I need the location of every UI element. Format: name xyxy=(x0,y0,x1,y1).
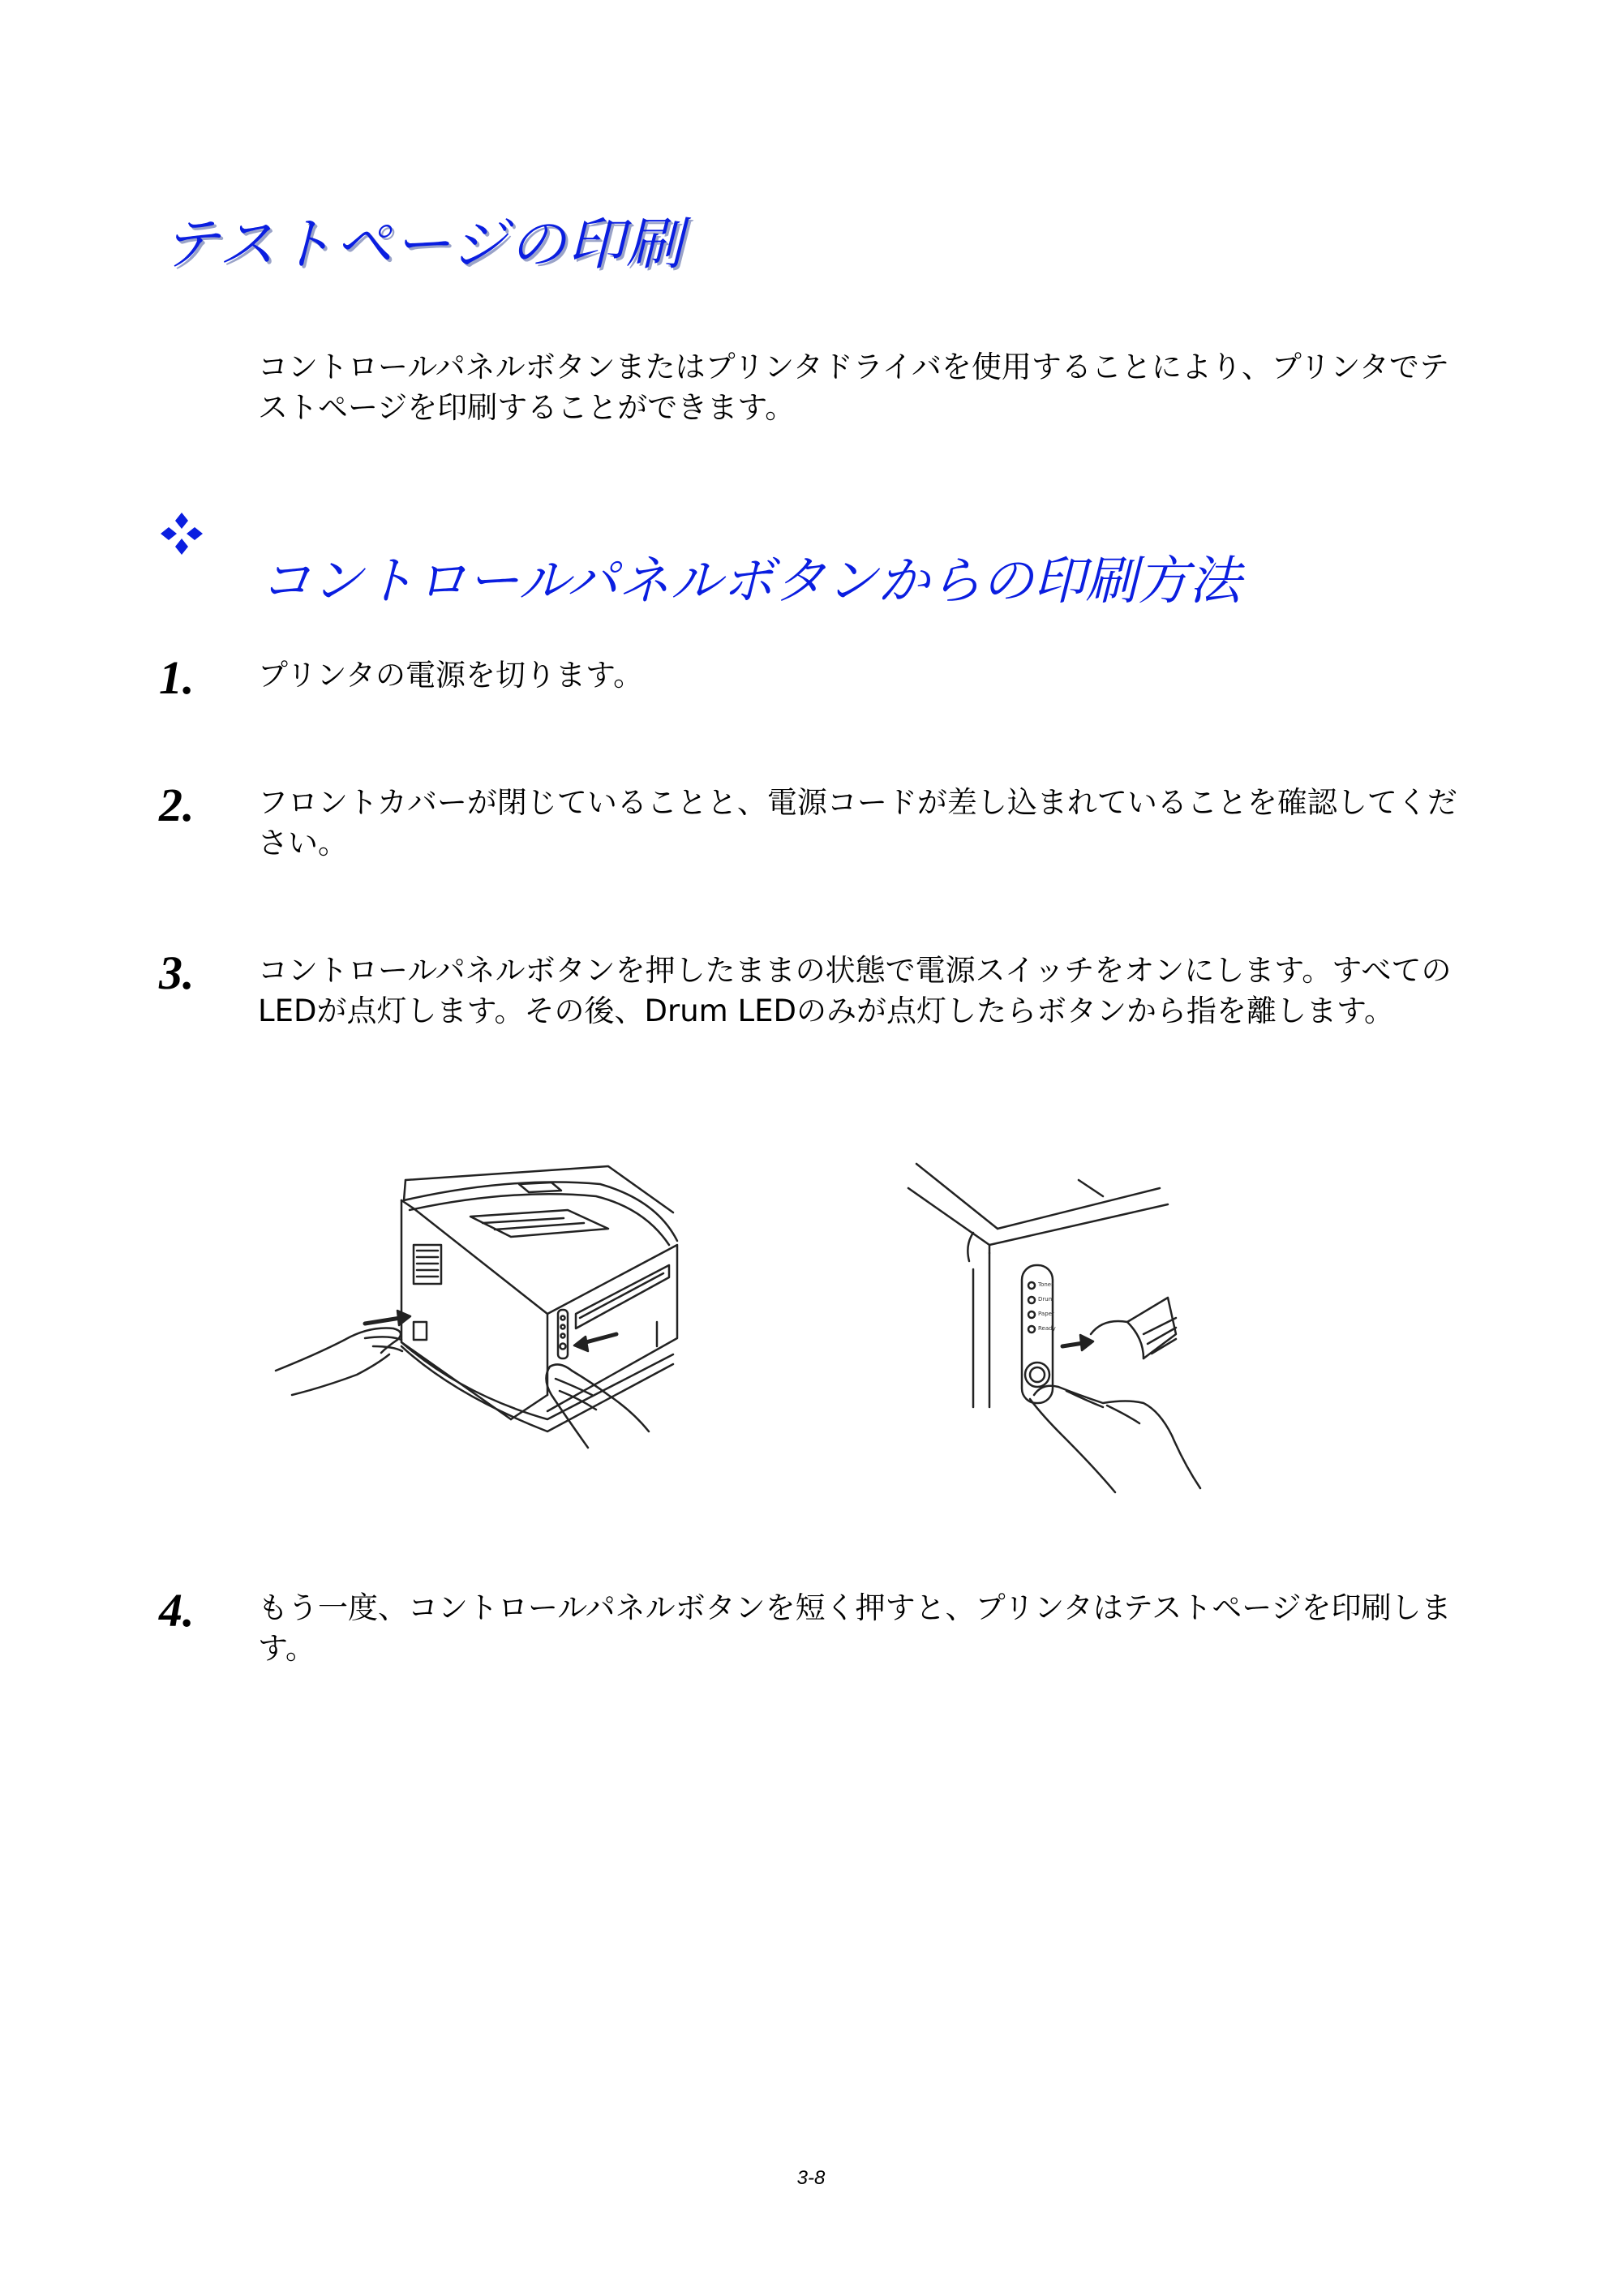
svg-text:Paper: Paper xyxy=(1038,1311,1054,1317)
svg-text:Ready: Ready xyxy=(1038,1325,1056,1332)
step-text: コントロールパネルボタンを押したままの状態で電源スイッチをオンにします。すべてのLEDが点灯します。その後、Drum LEDのみが点灯したらボタンから指を離します。 xyxy=(258,953,1452,1028)
page-number: 3-8 xyxy=(796,2167,826,2189)
diamond-bullet-icon xyxy=(159,511,204,556)
step-number: 2. xyxy=(159,779,195,831)
section-title: コントロールパネルボタンからの印刷方法 xyxy=(260,551,1242,612)
intro-paragraph: コントロールパネルボタンまたはプリンタドライバを使用することにより、プリンタでテストページを印刷することができます。 xyxy=(258,350,1449,425)
step-text: プリンタの電源を切ります。 xyxy=(258,658,644,693)
step-number: 3. xyxy=(159,946,195,999)
svg-text:Drum: Drum xyxy=(1038,1296,1054,1302)
step-text: フロントカバーが閉じていることと、電源コードが差し込まれていることを確認してください。 xyxy=(258,785,1457,860)
svg-text:Toner: Toner xyxy=(1038,1281,1053,1288)
control-panel-closeup-illustration xyxy=(900,1156,1281,1521)
printer-with-hands-illustration xyxy=(268,1152,754,1460)
page-title: テストページの印刷 xyxy=(162,211,684,277)
step-number: 4. xyxy=(159,1584,195,1637)
step-text: もう一度、コントロールパネルボタンを短く押すと、プリンタはテストページを印刷します。 xyxy=(258,1590,1452,1666)
step-number: 1. xyxy=(159,651,195,704)
